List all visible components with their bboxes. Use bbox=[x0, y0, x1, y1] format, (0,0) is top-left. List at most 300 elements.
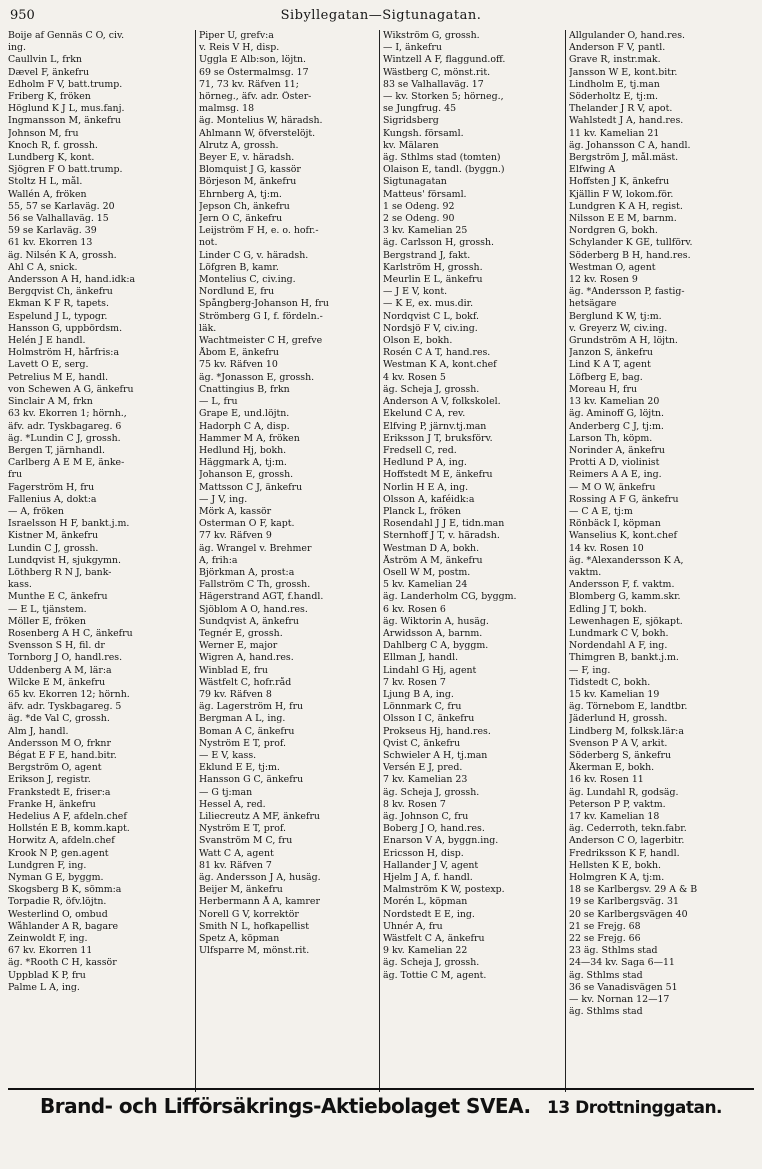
directory-entry: Fredriksson K F, handl. bbox=[569, 847, 680, 859]
directory-entry: Ehrnberg A, tj:m. bbox=[199, 188, 282, 200]
directory-entry: Alm J, handl. bbox=[8, 725, 69, 737]
directory-entry: äg. Nilsén K A, grossh. bbox=[8, 249, 117, 261]
directory-entry: 75 kv. Räfven 10 bbox=[199, 359, 278, 371]
directory-entry: Wintzell A F, flaggund.off. bbox=[383, 54, 506, 66]
directory-entry: Carlberg A E M E, änke- bbox=[8, 457, 125, 469]
directory-entry: Knoch R, f. grossh. bbox=[8, 139, 98, 151]
directory-entry: Nordqvist C L, bokf. bbox=[383, 310, 479, 322]
directory-entry: 71, 73 kv. Räfven 11; bbox=[199, 78, 299, 90]
directory-entry: äfv. adr. Tyskbagareg. 6 bbox=[8, 420, 122, 432]
directory-entry: Anderberg C J, tj:m. bbox=[569, 420, 664, 432]
directory-entry: — J E V, kont. bbox=[383, 286, 448, 298]
directory-entry: Ellman J, handl. bbox=[383, 652, 459, 664]
directory-entry: Olson E, bokh. bbox=[383, 335, 453, 347]
directory-entry: Liliecreutz A MF, änkefru bbox=[199, 811, 320, 822]
directory-entry: — A, fröken bbox=[8, 505, 64, 517]
directory-entry: ing. bbox=[8, 42, 27, 54]
directory-entry: Sjöblom A O, hand.res. bbox=[199, 603, 308, 615]
directory-entry: 23 äg. Sthlms stad bbox=[569, 945, 658, 957]
directory-entry: 83 se Valhallaväg. 17 bbox=[383, 78, 484, 90]
directory-entry: äg. *Jonasson E, grossh. bbox=[199, 371, 315, 383]
directory-entry: 69 se Östermalmsg. 17 bbox=[199, 66, 309, 78]
directory-entry: äfv. adr. Tyskbagareg. 5 bbox=[8, 701, 122, 713]
directory-entry: Versén E J, pred. bbox=[383, 762, 463, 774]
directory-entry: läk. bbox=[199, 322, 217, 334]
directory-entry: — L, fru bbox=[199, 396, 238, 408]
directory-entry: Prokseus Hj, hand.res. bbox=[383, 725, 491, 737]
directory-entry: Fallenius A, dokt:a bbox=[8, 493, 97, 505]
directory-entry: Nyström E T, prof. bbox=[199, 737, 286, 749]
directory-entry: Hjelm J A, f. handl. bbox=[383, 872, 473, 884]
directory-entry: Thelander J R V, apot. bbox=[569, 103, 673, 115]
directory-entry: Grave R, instr.mak. bbox=[569, 54, 661, 66]
directory-entry: 11 kv. Kamelian 21 bbox=[569, 127, 660, 139]
directory-entry: Sigtunagatan bbox=[383, 176, 447, 188]
directory-entry: Olaison E, tandl. (byggn.) bbox=[383, 164, 505, 176]
directory-entry: Hedlund Hj, bokh. bbox=[199, 444, 287, 456]
directory-entry: Osterman O F, kapt. bbox=[199, 518, 295, 530]
directory-entry: Lundmark C V, bokh. bbox=[569, 627, 669, 639]
directory-entry: Norinder A, änkefru bbox=[569, 444, 665, 456]
directory-entry: Westman O, agent bbox=[569, 261, 656, 273]
directory-entry: 2 se Odeng. 90 bbox=[383, 213, 455, 225]
directory-entry: Ahlmann W, öfverstelöjt. bbox=[199, 127, 316, 139]
directory-entry: äg. Wiktorin A, husäg. bbox=[383, 615, 489, 627]
directory-entry: Lönnmark C, fru bbox=[383, 701, 462, 713]
directory-entry: Svanström M C, fru bbox=[199, 835, 293, 847]
directory-entry: Eklund E E, tj:m. bbox=[199, 762, 280, 774]
directory-entry: Tidstedt C, bokh. bbox=[569, 676, 651, 688]
directory-entry: Enarson V A, byggn.ing. bbox=[383, 835, 499, 847]
directory-entry: Hellsten K E, bokh. bbox=[569, 859, 661, 871]
directory-entry: Hedelius A F, afdeln.chef bbox=[8, 811, 127, 822]
directory-entry: 1 se Odeng. 92 bbox=[383, 200, 455, 212]
directory-entry: äg. Aminoff G, löjtn. bbox=[569, 408, 664, 420]
directory-entry: Westman K A, kont.chef bbox=[383, 359, 497, 371]
directory-entry: Karlström H, grossh. bbox=[383, 261, 483, 273]
directory-entry: Johnson M, fru bbox=[8, 127, 79, 139]
directory-entry: — kv. Storken 5; hörneg., bbox=[383, 91, 504, 103]
directory-entry: Andersson M O, frknr bbox=[8, 737, 111, 749]
directory-entry: kv. Mälaren bbox=[383, 139, 439, 151]
directory-entry: 65 kv. Ekorren 12; hörnh. bbox=[8, 688, 130, 700]
directory-entry: Jäderlund H, grossh. bbox=[569, 713, 668, 725]
directory-entry: Cnattingius B, frkn bbox=[199, 383, 290, 395]
directory-entry: 8 kv. Rosen 7 bbox=[383, 798, 446, 810]
directory-entry: Wilcke E M, änkefru bbox=[8, 676, 106, 688]
directory-entry: Wästberg C, mönst.rit. bbox=[383, 66, 491, 78]
directory-entry: Lundin C J, grossh. bbox=[8, 542, 99, 554]
directory-entry: Beijer M, änkefru bbox=[199, 884, 283, 896]
directory-entry: Andersson A H, hand.idk:a bbox=[8, 274, 136, 286]
directory-entry: Lundgren F, ing. bbox=[8, 859, 87, 871]
directory-entry: Löfberg E, bag. bbox=[569, 371, 643, 383]
directory-entry: Ericsson H, disp. bbox=[383, 847, 464, 859]
directory-entry: 14 kv. Rosen 10 bbox=[569, 542, 644, 554]
directory-entry: 56 se Valhallaväg. 15 bbox=[8, 213, 109, 225]
directory-entry: 7 kv. Kamelian 23 bbox=[383, 774, 468, 786]
column-2 bbox=[195, 30, 379, 1092]
directory-entry: Smith N L, hofkapellist bbox=[199, 920, 310, 932]
page-header bbox=[8, 8, 754, 28]
directory-entry: Elfving P, järnv.tj.man bbox=[383, 420, 487, 432]
column-4 bbox=[565, 30, 754, 1092]
directory-entry: Rönbäck I, köpman bbox=[569, 518, 661, 530]
directory-entry: 15 kv. Kamelian 19 bbox=[569, 688, 660, 700]
directory-entry: 7 kv. Rosen 7 bbox=[383, 676, 446, 688]
directory-entry: v. Reis V H, disp. bbox=[199, 42, 280, 54]
directory-entry: äg. Lagerström H, fru bbox=[199, 701, 304, 713]
directory-entry: 24—34 kv. Saga 6—11 bbox=[569, 957, 675, 969]
directory-entry: Lind K A T, agent bbox=[569, 359, 651, 371]
directory-entry: Jansson W E, kont.bitr. bbox=[569, 66, 678, 78]
directory-entry: Peterson P P, vaktm. bbox=[569, 798, 666, 810]
directory-entry: Lindahl G Hj, agent bbox=[383, 664, 477, 676]
directory-entry: Leijström F H, e. o. hofr.- bbox=[199, 225, 319, 237]
directory-entry: Åström A M, änkefru bbox=[383, 554, 483, 566]
directory-entry: Janzon S, änkefru bbox=[569, 347, 653, 359]
directory-entry: Nordendahl A F, ing. bbox=[569, 640, 668, 652]
directory-entry: Nordstedt E E, ing. bbox=[383, 908, 475, 920]
directory-entry: Reimers A A E, ing. bbox=[569, 469, 662, 481]
directory-entry: Uggla E Alb:son, löjtn. bbox=[199, 54, 307, 66]
directory-entry: vaktm. bbox=[569, 566, 602, 578]
directory-entry: Wahlstedt J A, hand.res. bbox=[569, 115, 684, 127]
directory-entry: Meurlin E L, änkefru bbox=[383, 274, 483, 286]
directory-entry: — M O W, änkefru bbox=[569, 481, 656, 493]
directory-entry: Wigren A, hand.res. bbox=[199, 652, 294, 664]
directory-entry: Piper U, grefv:a bbox=[199, 30, 274, 41]
directory-entry: 20 se Karlbergsvägen 40 bbox=[569, 908, 688, 920]
directory-entry: Fredsell C, red. bbox=[383, 444, 457, 456]
directory-entry: Jern O C, änkefru bbox=[199, 213, 283, 225]
directory-entry: 63 kv. Ekorren 1; hörnh., bbox=[8, 408, 127, 420]
directory-entry: äg. Lundahl R, godsäg. bbox=[569, 786, 679, 798]
directory-entry: — E L, tjänstem. bbox=[8, 603, 87, 615]
directory-entry: Lindberg M, folksk.lär:a bbox=[569, 725, 684, 737]
directory-entry: äg. Montelius W, häradsh. bbox=[199, 115, 323, 127]
directory-entry: Edling J T, bokh. bbox=[569, 603, 647, 615]
directory-entry: Hollstén E B, komm.kapt. bbox=[8, 823, 130, 835]
directory-entry: Olsson A, kaféidk:a bbox=[383, 493, 475, 505]
directory-entry: Blomquist J G, kassör bbox=[199, 164, 301, 176]
directory-entry: 16 kv. Rosen 11 bbox=[569, 774, 644, 786]
directory-entry: Blomberg G, kamm.skr. bbox=[569, 591, 681, 603]
directory-entry: Holmström H, hårfris:a bbox=[8, 347, 120, 359]
directory-entry: Jepson Ch, änkefru bbox=[199, 200, 290, 212]
directory-entry: Kjällin F W, lokom.för. bbox=[569, 188, 674, 200]
directory-entry: äg. Cederroth, tekn.fabr. bbox=[569, 823, 687, 835]
column-1 bbox=[8, 30, 192, 1092]
directory-entry: 77 kv. Räfven 9 bbox=[199, 530, 272, 542]
directory-entry: Grundström A H, löjtn. bbox=[569, 335, 678, 347]
directory-entry: Sigridsberg bbox=[383, 115, 439, 127]
directory-entry: Herbermann Å A, kamrer bbox=[199, 896, 320, 908]
directory-entry: Hadorph C A, disp. bbox=[199, 420, 290, 432]
directory-entry: Larson Th, köpm. bbox=[569, 432, 653, 444]
directory-entry: 59 se Karlaväg. 39 bbox=[8, 225, 97, 237]
directory-entry: 3 kv. Kamelian 25 bbox=[383, 225, 468, 237]
directory-entry: äg. Johnson C, fru bbox=[383, 811, 469, 822]
directory-entry: Söderberg B H, hand.res. bbox=[569, 249, 691, 261]
directory-entry: äg. Scheja J, grossh. bbox=[383, 786, 480, 798]
directory-entry: Sternhoff J T, v. häradsh. bbox=[383, 530, 500, 542]
directory-entry: Häggmark A, tj:m. bbox=[199, 457, 287, 469]
directory-entry: 4 kv. Rosen 5 bbox=[383, 371, 446, 383]
directory-entry: äg. *Alexandersson K A, bbox=[569, 554, 684, 566]
directory-entry: Espelund J L, typogr. bbox=[8, 310, 108, 322]
directory-entry: Qvist C, änkefru bbox=[383, 737, 461, 749]
directory-entry: Anderson F V, pantl. bbox=[569, 42, 666, 54]
directory-entry: Andersson F, f. vaktm. bbox=[569, 579, 675, 591]
directory-entry: Franke H, änkefru bbox=[8, 798, 96, 810]
directory-entry: 36 se Vanadisvägen 51 bbox=[569, 981, 678, 993]
directory-entry: äg. Landerholm CG, byggm. bbox=[383, 591, 517, 603]
directory-entry: 81 kv. Räfven 7 bbox=[199, 859, 272, 871]
directory-entry: Bergman A L, ing. bbox=[199, 713, 286, 725]
directory-entry: 6 kv. Rosen 6 bbox=[383, 603, 446, 615]
directory-entry: Lundqvist H, sjukgymn. bbox=[8, 554, 121, 566]
directory-entry: Spångberg-Johanson H, fru bbox=[199, 298, 329, 310]
directory-entry: Bégat E F E, hand.bitr. bbox=[8, 749, 117, 761]
directory-entry: 22 se Frejg. 66 bbox=[569, 933, 641, 945]
directory-entry: Uppblad K P, fru bbox=[8, 969, 86, 981]
directory-entry: Holmgren K A, tj:m. bbox=[569, 872, 665, 884]
directory-entry: Allgulander O, hand.res. bbox=[569, 30, 686, 41]
directory-entry: — K E, ex. mus.dir. bbox=[383, 298, 474, 310]
directory-entry: Ekelund C A, rev. bbox=[383, 408, 466, 420]
directory-entry: 19 se Karlbergsväg. 31 bbox=[569, 896, 679, 908]
directory-entry: 5 kv. Kamelian 24 bbox=[383, 579, 468, 591]
directory-entry: Morén L, köpman bbox=[383, 896, 468, 908]
directory-entry: Israelsson H F, bankt.j.m. bbox=[8, 518, 130, 530]
directory-entry: Sinclair A M, frkn bbox=[8, 396, 93, 408]
directory-entry: Sundqvist A, änkefru bbox=[199, 615, 299, 627]
directory-entry: Boije af Gennäs C O, civ. bbox=[8, 30, 125, 41]
directory-entry: Strömberg G I, f. fördeln.- bbox=[199, 310, 323, 322]
directory-entry: Löthberg R N J, bank- bbox=[8, 566, 112, 578]
directory-entry: Arwidsson A, barnm. bbox=[383, 627, 483, 639]
directory-entry: Grape E, und.löjtn. bbox=[199, 408, 290, 420]
directory-entry: Torpadie R, öfv.löjtn. bbox=[8, 896, 107, 908]
directory-entry: Nyman G E, byggm. bbox=[8, 872, 104, 884]
directory-entry: v. Greyerz W, civ.ing. bbox=[569, 322, 668, 334]
directory-entry: Petrelius M E, handl. bbox=[8, 371, 109, 383]
directory-entry: — J V, ing. bbox=[199, 493, 248, 505]
directory-entry: Stoltz H L, mål. bbox=[8, 176, 83, 188]
directory-entry: Werner E, major bbox=[199, 640, 278, 652]
directory-entry: von Schewen A G, änkefru bbox=[8, 383, 134, 395]
directory-entry: 13 kv. Kamelian 20 bbox=[569, 396, 660, 408]
directory-entry: Hallander J V, agent bbox=[383, 859, 479, 871]
directory-entry: Wanselius K, kont.chef bbox=[569, 530, 678, 542]
directory-entry: Söderholtz E, tj:m. bbox=[569, 91, 658, 103]
directory-entry: Schylander K GE, tullförv. bbox=[569, 237, 693, 249]
directory-entry: 67 kv. Ekorren 11 bbox=[8, 945, 93, 957]
directory-entry: Lundgren K A H, regist. bbox=[569, 200, 683, 212]
directory-entry: Edholm F V, batt.trump. bbox=[8, 78, 123, 90]
directory-entry: Planck L, fröken bbox=[383, 505, 461, 517]
directory-entry: — I, änkefru bbox=[383, 42, 442, 54]
directory-entry: Hansson G C, änkefru bbox=[199, 774, 304, 786]
directory-page bbox=[8, 8, 754, 1018]
directory-entry: Matteus' församl. bbox=[383, 188, 467, 200]
directory-entry: Bergstrand J, fakt. bbox=[383, 249, 471, 261]
directory-entry: Uhnér A, fru bbox=[383, 920, 443, 932]
directory-entry: malmsg. 18 bbox=[199, 103, 255, 115]
directory-entry: Nordlund E, fru bbox=[199, 286, 275, 298]
directory-entry: Alrutz A, grossh. bbox=[199, 139, 279, 151]
directory-entry: — F, ing. bbox=[569, 664, 611, 676]
directory-entry: Erikson J, registr. bbox=[8, 774, 91, 786]
directory-entry: Ingmansson M, änkefru bbox=[8, 115, 121, 127]
directory-entry: äg. *Lundin C J, grossh. bbox=[8, 432, 121, 444]
directory-entry: Tegnér E, grossh. bbox=[199, 627, 283, 639]
directory-entry: Hessel A, red. bbox=[199, 798, 266, 810]
directory-entry: Wåhlander A R, bagare bbox=[8, 920, 119, 932]
directory-entry: Åkerman E, bokh. bbox=[569, 762, 655, 774]
directory-entry: äg. Scheja J, grossh. bbox=[383, 957, 480, 969]
directory-entry: Svenson P A V, arkit. bbox=[569, 737, 668, 749]
directory-entry: Thimgren B, bankt.j.m. bbox=[569, 652, 679, 664]
directory-entry: Norell G V, korrektör bbox=[199, 908, 299, 920]
directory-entry: äg. *Andersson P, fastig- bbox=[569, 286, 685, 298]
advertisement-address: 13 Drottninggatan. bbox=[547, 1098, 723, 1118]
directory-entry: 55, 57 se Karlaväg. 20 bbox=[8, 200, 115, 212]
directory-entry: — C A E, tj:m bbox=[569, 505, 633, 517]
directory-entry: 79 kv. Räfven 8 bbox=[199, 688, 272, 700]
directory-entry: Uddenberg A M, lär:a bbox=[8, 664, 112, 676]
directory-entry: Ljung B A, ing. bbox=[383, 688, 454, 700]
directory-entry: Beyer E, v. häradsh. bbox=[199, 152, 295, 164]
directory-entry: Wikström G, grossh. bbox=[383, 30, 480, 41]
directory-entry: Tornborg J O, handl.res. bbox=[8, 652, 123, 664]
directory-entry: Friberg K, fröken bbox=[8, 91, 91, 103]
directory-entry: Lewenhagen E, sjökapt. bbox=[569, 615, 683, 627]
directory-entry: Nordsjö F V, civ.ing. bbox=[383, 322, 478, 334]
directory-entry: Hägerstrand AGT, f.handl. bbox=[199, 591, 324, 603]
directory-entry: Kistner M, änkefru bbox=[8, 530, 99, 542]
directory-entry: 21 se Frejg. 68 bbox=[569, 920, 641, 932]
directory-entry: Wallén A, fröken bbox=[8, 188, 87, 200]
directory-entry: Ahl C A, snick. bbox=[8, 261, 78, 273]
directory-entry: Frankstedt E, friser:a bbox=[8, 786, 111, 798]
directory-entry: Berglund K W, tj:m. bbox=[569, 310, 662, 322]
column-3 bbox=[379, 30, 565, 1092]
directory-entry: Anderson A V, folkskolel. bbox=[383, 396, 501, 408]
directory-entry: Anderson C O, lagerbitr. bbox=[569, 835, 685, 847]
directory-entry: Protti A D, violinist bbox=[569, 457, 660, 469]
advertisement-banner bbox=[8, 1088, 754, 1118]
directory-entry: Watt C A, agent bbox=[199, 847, 274, 859]
directory-entry: Elfwing A bbox=[569, 164, 616, 176]
directory-entry: Schwieler A H, tj.man bbox=[383, 749, 488, 761]
directory-entry: Hoffstedt M E, änkefru bbox=[383, 469, 493, 481]
directory-entry: Bergström O, agent bbox=[8, 762, 102, 774]
directory-entry: 17 kv. Kamelian 18 bbox=[569, 811, 660, 822]
directory-entry: Munthe E C, änkefru bbox=[8, 591, 108, 603]
directory-entry: Svensson S H, fil. dr bbox=[8, 640, 105, 652]
directory-entry: — kv. Nornan 12—17 bbox=[569, 994, 670, 1006]
directory-entry: Helén J E handl. bbox=[8, 335, 86, 347]
directory-entry: fru bbox=[8, 469, 22, 481]
directory-entry: äg. Sthlms stad bbox=[569, 969, 643, 981]
directory-entry: Fallström C Th, grossh. bbox=[199, 579, 311, 591]
directory-entry: äg. Carlsson H, grossh. bbox=[383, 237, 494, 249]
directory-entry: 9 kv. Kamelian 22 bbox=[383, 945, 468, 957]
directory-entry: Hoffsten J K, änkefru bbox=[569, 176, 670, 188]
directory-entry: Krook N P, gen.agent bbox=[8, 847, 109, 859]
directory-entry: Ulfsparre M, mönst.rit. bbox=[199, 945, 310, 957]
directory-entry: hetsägare bbox=[569, 298, 617, 310]
directory-entry: Fagerström H, fru bbox=[8, 481, 95, 493]
directory-entry: Winblad E, fru bbox=[199, 664, 268, 676]
directory-entry: Mörk A, kassör bbox=[199, 505, 272, 517]
directory-columns bbox=[8, 30, 754, 1092]
directory-entry: not. bbox=[199, 237, 218, 249]
directory-entry: äg. Johansson C A, handl. bbox=[569, 139, 691, 151]
directory-entry: Kungsh. församl. bbox=[383, 127, 464, 139]
directory-entry: Nilsson E E M, barnm. bbox=[569, 213, 677, 225]
directory-entry: äg. Sthlms stad bbox=[569, 1006, 643, 1018]
directory-entry: Hedlund P A, ing. bbox=[383, 457, 467, 469]
directory-entry: äg. Sthlms stad (tomten) bbox=[383, 152, 501, 164]
directory-entry: Rosenberg A H C, änkefru bbox=[8, 627, 133, 639]
directory-entry: Johanson E, grossh. bbox=[199, 469, 294, 481]
directory-entry: Skogsberg B K, sömm:a bbox=[8, 884, 122, 896]
directory-entry: Olsson I C, änkefru bbox=[383, 713, 475, 725]
page-number: 950 bbox=[10, 8, 35, 23]
directory-entry: äg. Andersson J A, husäg. bbox=[199, 872, 321, 884]
directory-entry: Westman D A, bokh. bbox=[383, 542, 480, 554]
directory-entry: Wachtmeister C H, grefve bbox=[199, 335, 323, 347]
directory-entry: Bergqvist Ch, änkefru bbox=[8, 286, 113, 298]
directory-entry: Palme L A, ing. bbox=[8, 981, 80, 993]
directory-entry: Bergström J, mål.mäst. bbox=[569, 152, 679, 164]
directory-entry: Börjeson M, änkefru bbox=[199, 176, 297, 188]
advertisement-text: Brand- och Lifförsäkrings-Aktiebolaget SVEA. bbox=[39, 1094, 531, 1118]
directory-entry: Norlin H E A, ing. bbox=[383, 481, 469, 493]
directory-entry: Lavett O E, serg. bbox=[8, 359, 89, 371]
directory-entry: kass. bbox=[8, 579, 32, 591]
directory-entry: Spetz A, köpman bbox=[199, 933, 280, 945]
directory-entry: Horwitz A, afdeln.chef bbox=[8, 835, 115, 847]
directory-entry: Rosendahl J J E, tidn.man bbox=[383, 518, 505, 530]
directory-entry: Westerlind O, ombud bbox=[8, 908, 108, 920]
directory-entry: Wästfelt C, hofr.råd bbox=[199, 676, 292, 688]
directory-entry: Björkman A, prost:a bbox=[199, 566, 295, 578]
directory-entry: Boberg J O, hand.res. bbox=[383, 823, 485, 835]
directory-entry: Nyström E T, prof. bbox=[199, 823, 286, 835]
directory-entry: Hansson G, uppbördsm. bbox=[8, 322, 123, 334]
directory-entry: Linder C G, v. häradsh. bbox=[199, 249, 309, 261]
directory-entry: Ekman K F R, tapets. bbox=[8, 298, 109, 310]
directory-entry: äg. Wrangel v. Brehmer bbox=[199, 542, 312, 554]
directory-entry: äg. Scheja J, grossh. bbox=[383, 383, 480, 395]
directory-entry: se Jungfrug. 45 bbox=[383, 103, 457, 115]
directory-entry: Bergen T, järnhandl. bbox=[8, 444, 105, 456]
directory-entry: Hammer M A, fröken bbox=[199, 432, 300, 444]
directory-entry: äg. *de Val C, grossh. bbox=[8, 713, 110, 725]
directory-entry: 12 kv. Rosen 9 bbox=[569, 274, 638, 286]
directory-entry: Eriksson J T, bruksförv. bbox=[383, 432, 493, 444]
directory-entry: 61 kv. Ekorren 13 bbox=[8, 237, 93, 249]
directory-entry: Boman A C, änkefru bbox=[199, 725, 295, 737]
directory-entry: 18 se Karlbergsv. 29 A & B bbox=[569, 884, 698, 896]
directory-entry: Dahlberg C A, byggm. bbox=[383, 640, 489, 652]
directory-entry: Mattsson C J, änkefru bbox=[199, 481, 303, 493]
directory-entry: Osell W M, postm. bbox=[383, 566, 471, 578]
